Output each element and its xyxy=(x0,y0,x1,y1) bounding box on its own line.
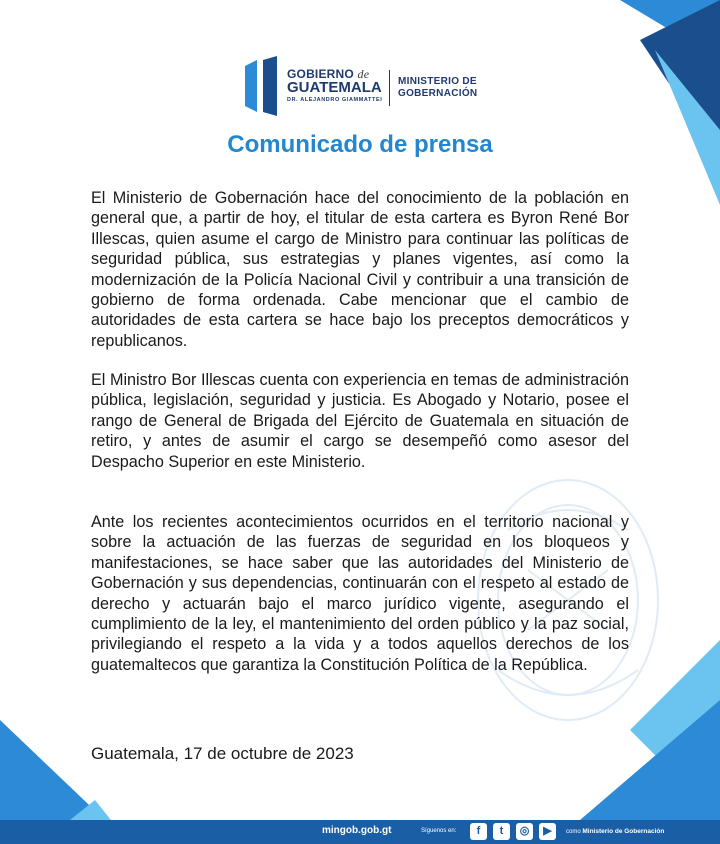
gob-line1: GOBIERNO xyxy=(287,67,354,81)
gob-line2: GUATEMALA xyxy=(287,79,382,96)
ministry-line2: GOBERNACIÓN xyxy=(398,88,478,99)
youtube-icon[interactable]: ▶ xyxy=(539,823,556,840)
twitter-icon[interactable]: t xyxy=(493,823,510,840)
follow-label: Síguenos en: xyxy=(421,828,457,834)
gob-line3: DR. ALEJANDRO GIAMMATTEI xyxy=(287,97,383,103)
logo-divider xyxy=(389,70,390,106)
gob-de: de xyxy=(357,67,370,81)
handle-name: Ministerio de Gobernación xyxy=(582,828,665,835)
ministry-line1: MINISTERIO DE xyxy=(398,76,477,87)
paragraph-2: El Ministro Bor Illescas cuenta con experiencia en temas de administración pública, legislación, seguridad y justicia. Es Abogado y Notario, posee el rango de General de Brigada del Ejército de Guatemala en situación de retiro, y antes de asumir el cargo se desempeñó como asesor del Despacho Superior en este Ministerio. xyxy=(91,371,629,471)
instagram-icon[interactable]: ◎ xyxy=(516,823,533,840)
website-link[interactable]: mingob.gob.gt xyxy=(322,825,392,836)
paragraph-3: Ante los recientes acontecimientos ocurridos en el territorio nacional y sobre la actuación de las fuerzas de seguridad en los bloqueos y manifestaciones, se hace saber que las autoridades del Ministerio de Gobernación y sus dependencias, continuarán con el respeto al estado de derecho y actuarán bajo el marco jurídico vigente, asegurando el cumplimiento de la ley, el mantenimiento del orden público y la paz social, privilegiando el respeto a la vida y a todos aquellos derechos de los guatemaltecos que garantiza la Constitución Política de la República. xyxy=(91,513,629,674)
flag-bars-icon xyxy=(243,56,279,116)
social-handle xyxy=(566,828,664,835)
dateline: Guatemala, 17 de octubre de 2023 xyxy=(91,744,354,763)
page-title: Comunicado de prensa xyxy=(227,131,493,158)
ministry-name xyxy=(398,76,477,100)
footer-bar xyxy=(0,820,720,844)
paragraph-1: El Ministerio de Gobernación hace del conocimiento de la población en general que, a partir de hoy, el titular de esta cartera es Byron René Bor Illescas, quien asume el cargo de Ministro para continuar las políticas de seguridad pública, sus estrategias y planes vigentes, así como la modernización de la Policía Nacional Civil y contribuir a una transición de gobierno de forma ordenada. Cabe mencionar que el cambio de autoridades de esta cartera se hace bajo los preceptos democráticos y republicanos. xyxy=(91,189,629,350)
facebook-icon[interactable]: f xyxy=(470,823,487,840)
handle-prefix: como xyxy=(566,829,581,835)
gobierno-wordmark xyxy=(287,68,387,104)
